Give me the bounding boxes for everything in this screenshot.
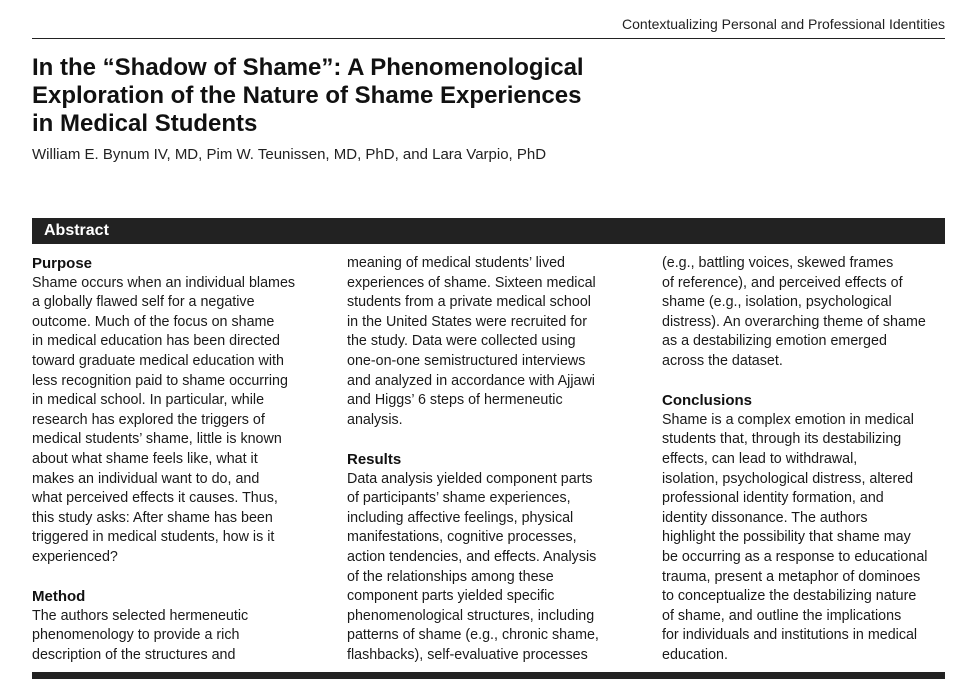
title-line: Exploration of the Nature of Shame Experiences — [32, 82, 582, 109]
text-line: and analyzed in accordance with Ajjawi — [347, 372, 595, 389]
text-line: manifestations, cognitive processes, — [347, 529, 577, 546]
text-line: experiences of shame. Sixteen medical — [347, 274, 596, 291]
text-line: of shame, and outline the implications — [662, 607, 902, 624]
conclusions-text — [662, 411, 962, 666]
text-line: identity dissonance. The authors — [662, 509, 868, 526]
section-gap — [32, 568, 332, 588]
text-line: what perceived effects it causes. Thus, — [32, 490, 278, 507]
results-text — [347, 470, 647, 666]
purpose-text — [32, 274, 332, 568]
text-line: including affective feelings, physical — [347, 509, 574, 526]
text-line: in the United States were recruited for — [347, 313, 587, 330]
text-line: description of the structures and — [32, 646, 236, 663]
text-line: of reference), and perceived effects of — [662, 274, 903, 291]
text-line: trauma, present a metaphor of dominoes — [662, 568, 921, 585]
header-rule — [32, 38, 945, 39]
text-line: meaning of medical students’ lived — [347, 255, 566, 271]
text-line: (e.g., battling voices, skewed frames — [662, 255, 894, 271]
abstract-banner — [32, 218, 945, 244]
text-line: component parts yielded specific — [347, 588, 555, 605]
text-line: flashbacks), self-evaluative processes — [347, 646, 588, 663]
text-line: makes an individual want to do, and — [32, 470, 260, 487]
text-line: shame (e.g., isolation, psychological — [662, 294, 892, 311]
text-line: toward graduate medical education with — [32, 352, 284, 369]
method-text — [32, 607, 332, 666]
text-line: education. — [662, 646, 728, 663]
text-line: research has explored the triggers of — [32, 411, 265, 428]
conclusions-heading: Conclusions — [662, 392, 753, 410]
text-line: a globally flawed self for a negative — [32, 294, 255, 311]
text-line: for individuals and institutions in medical — [662, 627, 918, 644]
text-line: Data analysis yielded component parts — [347, 470, 593, 487]
text-line: isolation, psychological distress, altered — [662, 470, 914, 487]
text-line: of participants’ shame experiences, — [347, 490, 571, 507]
abstract-label: Abstract — [44, 222, 109, 239]
section-gap — [662, 372, 962, 392]
text-line: highlight the possibility that shame may — [662, 529, 911, 546]
text-line: phenomenological structures, including — [347, 607, 595, 624]
text-line: patterns of shame (e.g., chronic shame, — [347, 627, 599, 644]
text-line: action tendencies, and effects. Analysis — [347, 548, 597, 565]
text-line: professional identity formation, and — [662, 490, 884, 507]
text-line: effects, can lead to withdrawal, — [662, 450, 858, 467]
text-line: less recognition paid to shame occurring — [32, 372, 288, 389]
abstract-column-2 — [347, 254, 647, 665]
method-text-continued — [347, 254, 647, 430]
text-line: triggered in medical students, how is it — [32, 529, 275, 546]
text-line: distress). An overarching theme of shame — [662, 313, 926, 330]
text-line: the study. Data were collected using — [347, 333, 576, 350]
text-line: and Higgs’ 6 steps of hermeneutic — [347, 392, 563, 409]
footer-rule — [32, 672, 945, 679]
results-heading: Results — [347, 450, 402, 468]
text-line: across the dataset. — [662, 352, 783, 369]
text-line: this study asks: After shame has been — [32, 509, 273, 526]
text-line: in medical school. In particular, while — [32, 392, 265, 409]
abstract-column-1 — [32, 254, 332, 665]
text-line: to conceptualize the destabilizing nature — [662, 588, 917, 605]
text-line: analysis. — [347, 411, 403, 428]
text-line: about what shame feels like, what it — [32, 450, 258, 467]
text-line: of the relationships among these — [347, 568, 554, 585]
results-text-continued — [662, 254, 962, 372]
abstract-column-3 — [662, 254, 962, 665]
text-line: experienced? — [32, 548, 118, 565]
text-line: phenomenology to provide a rich — [32, 627, 240, 644]
text-line: in medical education has been directed — [32, 333, 280, 350]
text-line: outcome. Much of the focus on shame — [32, 313, 275, 330]
text-line: be occurring as a response to educational — [662, 548, 928, 565]
title-line: in Medical Students — [32, 110, 258, 137]
text-line: students from a private medical school — [347, 294, 591, 311]
text-line: one-on-one semistructured interviews — [347, 352, 586, 369]
text-line: medical students’ shame, little is known — [32, 431, 282, 448]
purpose-heading: Purpose — [32, 255, 93, 272]
text-line: Shame occurs when an individual blames — [32, 274, 296, 291]
article-title — [32, 54, 672, 138]
text-line: Shame is a complex emotion in medical — [662, 411, 914, 428]
running-head: Contextualizing Personal and Professional Identities — [622, 16, 945, 32]
authors-line: William E. Bynum IV, MD, Pim W. Teunissen, MD, PhD, and Lara Varpio, PhD — [32, 146, 547, 163]
section-gap — [347, 430, 647, 450]
text-line: as a destabilizing emotion emerged — [662, 333, 887, 350]
title-line: In the “Shadow of Shame”: A Phenomenological — [32, 54, 584, 81]
method-heading: Method — [32, 588, 86, 606]
text-line: students that, through its destabilizing — [662, 431, 902, 448]
text-line: The authors selected hermeneutic — [32, 607, 249, 624]
